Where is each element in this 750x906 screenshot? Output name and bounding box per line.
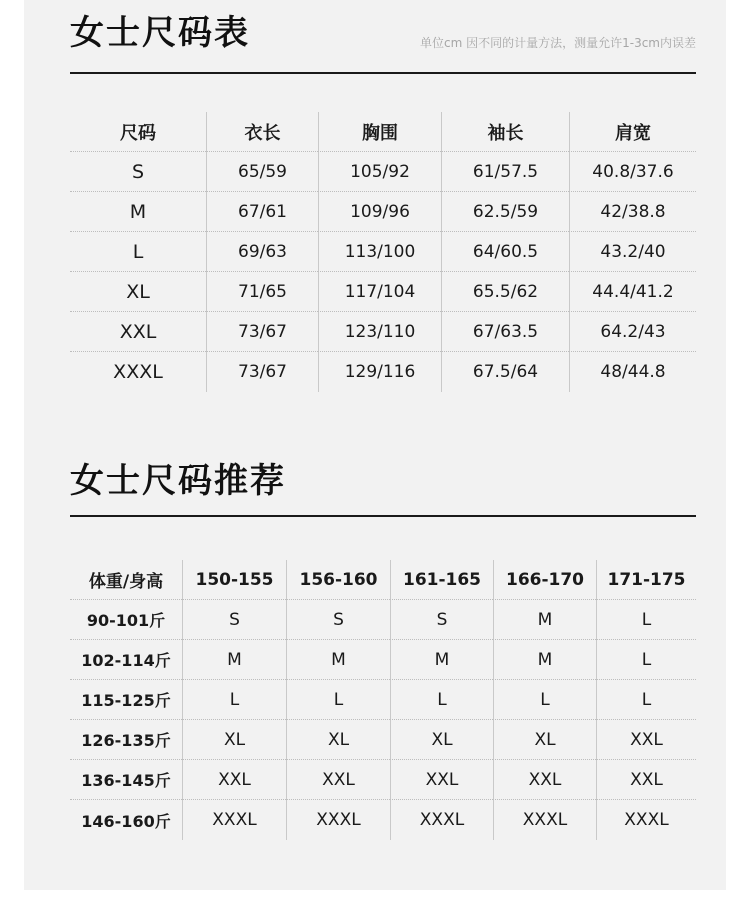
row-header-cell: XL [70,272,206,312]
column-header: 171-175 [596,560,696,600]
column-header: 尺码 [70,112,206,152]
table-cell: 61/57.5 [441,152,569,192]
table-cell: XXL [182,760,286,800]
table-cell: 117/104 [318,272,441,312]
column-header: 袖长 [441,112,569,152]
table-cell: 67/61 [206,192,318,232]
table-cell: 129/116 [318,352,441,392]
table-cell: S [182,600,286,640]
table-cell: 69/63 [206,232,318,272]
table-cell: XXXL [596,800,696,840]
table-cell: 73/67 [206,352,318,392]
table-cell: L [596,640,696,680]
column-header: 161-165 [390,560,493,600]
column-header: 156-160 [286,560,390,600]
title-divider [70,72,696,74]
column-header: 166-170 [493,560,596,600]
row-header-cell: M [70,192,206,232]
column-header: 衣长 [206,112,318,152]
table-cell: L [596,600,696,640]
measurement-note: 单位cm 因不同的计量方法，测量允许1-3cm内误差 [420,36,696,50]
table-cell: XXXL [182,800,286,840]
table-cell: M [390,640,493,680]
table-cell: 64/60.5 [441,232,569,272]
table-cell: 48/44.8 [569,352,696,392]
column-header: 肩宽 [569,112,696,152]
table-cell: XXL [493,760,596,800]
table-cell: 67/63.5 [441,312,569,352]
table-cell: XXXL [286,800,390,840]
row-header-cell: 146-160斤 [81,811,171,831]
table-cell: XXL [596,760,696,800]
table-cell: XXL [390,760,493,800]
table-cell: 64.2/43 [569,312,696,352]
column-header: 胸围 [318,112,441,152]
row-header-cell: 115-125斤 [70,680,182,720]
table-cell: XXL [286,760,390,800]
column-header: 体重/身高 [70,560,182,600]
table-cell: M [493,640,596,680]
table-cell: 44.4/41.2 [569,272,696,312]
table-cell: 42/38.8 [569,192,696,232]
table-cell: 123/110 [318,312,441,352]
table-cell: M [286,640,390,680]
table-cell: 73/67 [206,312,318,352]
title-divider [70,515,696,517]
table-cell: 62.5/59 [441,192,569,232]
table-cell: 65/59 [206,152,318,192]
size-recommend-table [70,560,696,840]
table-cell: XXL [596,720,696,760]
table-cell: XXXL [493,800,596,840]
row-header-cell: 102-114斤 [70,640,182,680]
table-cell: M [493,600,596,640]
table-cell: L [596,680,696,720]
table-cell: L [182,680,286,720]
row-header-cell: L [70,232,206,272]
table-cell: 113/100 [318,232,441,272]
table-cell: 40.8/37.6 [569,152,696,192]
table-cell: XL [286,720,390,760]
table-cell: L [390,680,493,720]
recommend-chart-title: 女士尺码推荐 [70,461,286,501]
size-chart-table [70,112,696,392]
row-header-cell: 90-101斤 [70,600,182,640]
table-cell: XL [182,720,286,760]
size-chart-title: 女士尺码表 [70,13,250,53]
table-cell: 67.5/64 [441,352,569,392]
table-cell: S [390,600,493,640]
table-cell: M [182,640,286,680]
row-header-cell: S [70,152,206,192]
table-cell: 105/92 [318,152,441,192]
table-cell: XXXL [390,800,493,840]
table-cell: 71/65 [206,272,318,312]
table-cell: S [286,600,390,640]
table-cell: XL [493,720,596,760]
table-cell: L [286,680,390,720]
row-header-cell: 136-145斤 [70,760,182,800]
table-cell: L [493,680,596,720]
row-header-cell: XXXL [113,361,163,383]
table-cell: 65.5/62 [441,272,569,312]
table-cell: XL [390,720,493,760]
column-header: 150-155 [182,560,286,600]
row-header-cell: 126-135斤 [70,720,182,760]
table-cell: 43.2/40 [569,232,696,272]
table-cell: 109/96 [318,192,441,232]
row-header-cell: XXL [70,312,206,352]
